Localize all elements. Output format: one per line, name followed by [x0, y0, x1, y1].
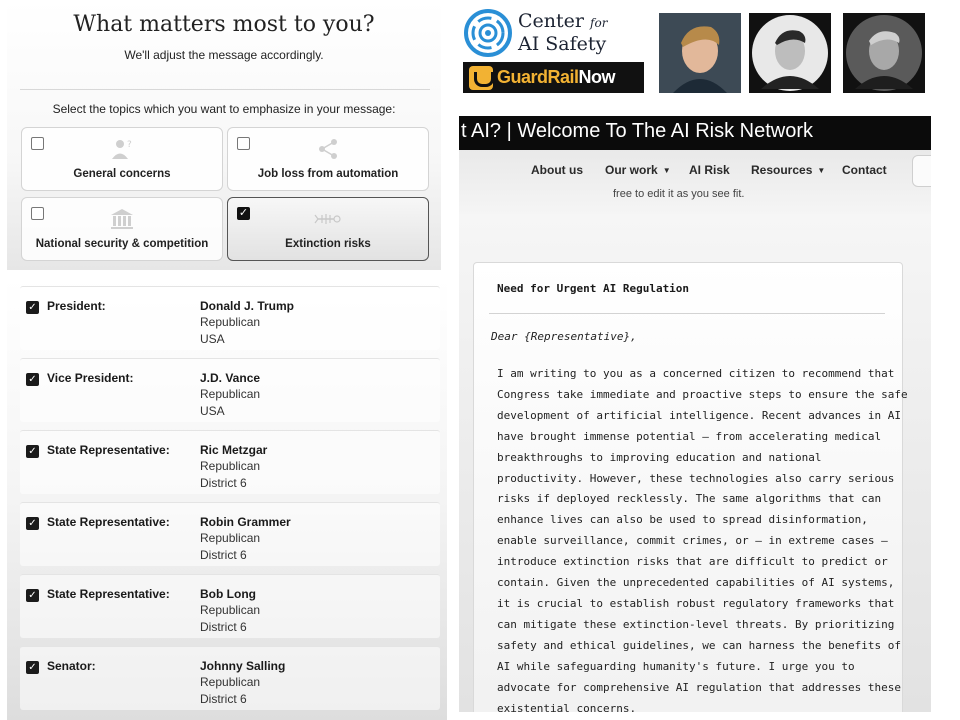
- rep-name: Donald J. Trump: [200, 299, 295, 313]
- letter-line: productivity. However, these technologies also carry serious: [497, 471, 895, 485]
- letter-line: introduce extinction risks that are difficult to predict or: [497, 555, 888, 569]
- divider: [20, 89, 430, 90]
- letter-line: AI while safeguarding humanity's future. I urge you to: [497, 659, 855, 673]
- topic-label: Job loss from automation: [257, 168, 399, 180]
- representative-row[interactable]: [20, 502, 440, 566]
- rep-party: Republican: [200, 459, 261, 473]
- topic-card-job-loss[interactable]: [227, 127, 429, 191]
- letter-line: enhance lives can also be used to spread disinformation,: [497, 513, 868, 527]
- site-title-bar: [459, 116, 931, 150]
- site-title: t AI? | Welcome To The AI Risk Network: [461, 120, 814, 142]
- avatar: [659, 13, 741, 93]
- rep-role: State Representative:: [47, 443, 170, 457]
- rep-checkbox-checked[interactable]: ✓: [26, 373, 39, 386]
- person-photo-icon: [843, 13, 925, 93]
- person-photo-icon: [749, 13, 831, 93]
- topics-instruction: Select the topics which you want to emphasize in your message:: [52, 102, 396, 116]
- topic-label: National security & competition: [35, 238, 209, 250]
- ai-risk-network-website: [459, 116, 931, 712]
- nav-action-button[interactable]: [912, 155, 931, 187]
- rep-party: Republican: [200, 387, 261, 401]
- letter-subject: Need for Urgent AI Regulation: [497, 282, 690, 295]
- person-question-icon: [108, 138, 136, 160]
- avatar: [843, 13, 925, 93]
- letter-line: Congress take immediate and proactive steps to ensure the safe: [497, 387, 908, 401]
- rep-role: Senator:: [47, 659, 96, 673]
- chevron-down-icon: ▼: [662, 166, 671, 175]
- topic-card-general-concerns[interactable]: [21, 127, 223, 191]
- letter-line: development of artificial intelligence. Recent advances in AI: [497, 408, 901, 422]
- nav-our-work[interactable]: [605, 163, 671, 177]
- rep-checkbox-checked[interactable]: ✓: [26, 517, 39, 530]
- person-photo-icon: [659, 13, 741, 93]
- rep-name: Robin Grammer: [200, 515, 291, 529]
- rep-location: District 6: [200, 620, 247, 634]
- rep-name: J.D. Vance: [200, 371, 261, 385]
- letter-line: I am writing to you as a concerned citizen to recommend that: [497, 367, 895, 380]
- svg-text:?: ?: [127, 140, 132, 150]
- fish-skeleton-icon: [314, 208, 342, 230]
- rep-role: President:: [47, 299, 106, 313]
- nav-about-us[interactable]: About us: [531, 163, 583, 177]
- rep-location: USA: [200, 332, 225, 346]
- topics-subtitle: We'll adjust the message accordingly.: [124, 48, 324, 62]
- nav-ai-risk[interactable]: AI Risk: [689, 163, 730, 177]
- letter-line: advocate for comprehensive AI regulation that addresses these: [497, 680, 901, 694]
- representative-row[interactable]: [20, 430, 440, 494]
- guardrail-wordmark: GuardRail: [497, 67, 579, 87]
- cais-name-line1: Center: [518, 10, 584, 32]
- letter-line: existential concerns.: [497, 701, 637, 712]
- nav-resources[interactable]: [751, 163, 825, 177]
- rep-checkbox-checked[interactable]: ✓: [26, 445, 39, 458]
- topic-checkbox[interactable]: [237, 137, 250, 150]
- rep-name: Bob Long: [200, 587, 256, 601]
- chevron-down-icon: ▼: [817, 166, 826, 175]
- divider: [489, 313, 885, 314]
- rep-role: Vice President:: [47, 371, 134, 385]
- topic-checkbox[interactable]: [31, 207, 44, 220]
- cais-for: for: [590, 16, 608, 30]
- letter-line: contain. Given the unprecedented capabilities of AI systems,: [497, 576, 895, 590]
- rep-location: District 6: [200, 692, 247, 706]
- topic-checkbox[interactable]: [31, 137, 44, 150]
- representatives-list: [7, 278, 447, 720]
- letter-line: risks if deployed recklessly. The same algorithms that can: [497, 492, 882, 506]
- government-building-icon: [108, 208, 136, 230]
- letter-line: breakthroughs to improving education and national: [497, 450, 822, 464]
- rep-role: State Representative:: [47, 587, 170, 601]
- topics-title: What matters most to you?: [73, 12, 375, 37]
- rep-location: District 6: [200, 548, 247, 562]
- avatar: [749, 13, 831, 93]
- rep-checkbox-checked[interactable]: ✓: [26, 661, 39, 674]
- letter-line: enable surveillance, commit crimes, or — in extreme cases —: [497, 534, 888, 548]
- representative-row[interactable]: [20, 646, 440, 710]
- letter-line: it is crucial to establish robust regulatory frameworks that: [497, 596, 895, 610]
- edit-note: free to edit it as you see fit.: [613, 188, 745, 200]
- topic-checkbox-checked[interactable]: ✓: [238, 207, 249, 219]
- nav-contact[interactable]: Contact: [842, 163, 887, 177]
- letter-salutation: Dear {Representative},: [491, 330, 637, 343]
- representative-row[interactable]: [20, 358, 440, 422]
- letter-line: have brought immense potential — from accelerating medical: [497, 429, 882, 443]
- representative-row[interactable]: [20, 286, 440, 350]
- nav-label: Our work: [605, 163, 658, 177]
- rep-checkbox-checked[interactable]: ✓: [26, 301, 39, 314]
- now-wordmark: Now: [578, 67, 616, 87]
- rep-location: USA: [200, 404, 225, 418]
- rep-party: Republican: [200, 531, 261, 545]
- center-for-ai-safety-logo: [463, 8, 643, 60]
- topic-label: Extinction risks: [285, 238, 371, 250]
- topic-card-extinction-risks[interactable]: [227, 197, 429, 261]
- rep-location: District 6: [200, 476, 247, 490]
- site-navigation: [459, 150, 931, 214]
- rep-role: State Representative:: [47, 515, 170, 529]
- letter-line: safety and ethical guidelines, we can harness the benefits of: [497, 638, 901, 652]
- letter-line: can mitigate these extinction-level threats. By prioritizing: [497, 617, 895, 631]
- topic-card-national-security[interactable]: [21, 197, 223, 261]
- cais-name-line2: AI Safety: [518, 33, 607, 55]
- rep-name: Johnny Salling: [200, 659, 286, 673]
- cais-swirl-icon: [463, 8, 513, 58]
- nav-label: Resources: [751, 163, 813, 177]
- letter-body[interactable]: [497, 364, 908, 712]
- rep-party: Republican: [200, 675, 261, 689]
- topic-selector-panel: [7, 0, 441, 270]
- rep-party: Republican: [200, 315, 261, 329]
- rep-party: Republican: [200, 603, 261, 617]
- rep-checkbox-checked[interactable]: ✓: [26, 589, 39, 602]
- representative-row[interactable]: [20, 574, 440, 638]
- guardrail-icon: [469, 66, 493, 90]
- network-share-icon: [314, 138, 342, 160]
- letter-editor[interactable]: [473, 262, 908, 712]
- guardrailnow-logo: [463, 62, 644, 93]
- topic-label: General concerns: [73, 168, 171, 180]
- rep-name: Ric Metzgar: [200, 443, 268, 457]
